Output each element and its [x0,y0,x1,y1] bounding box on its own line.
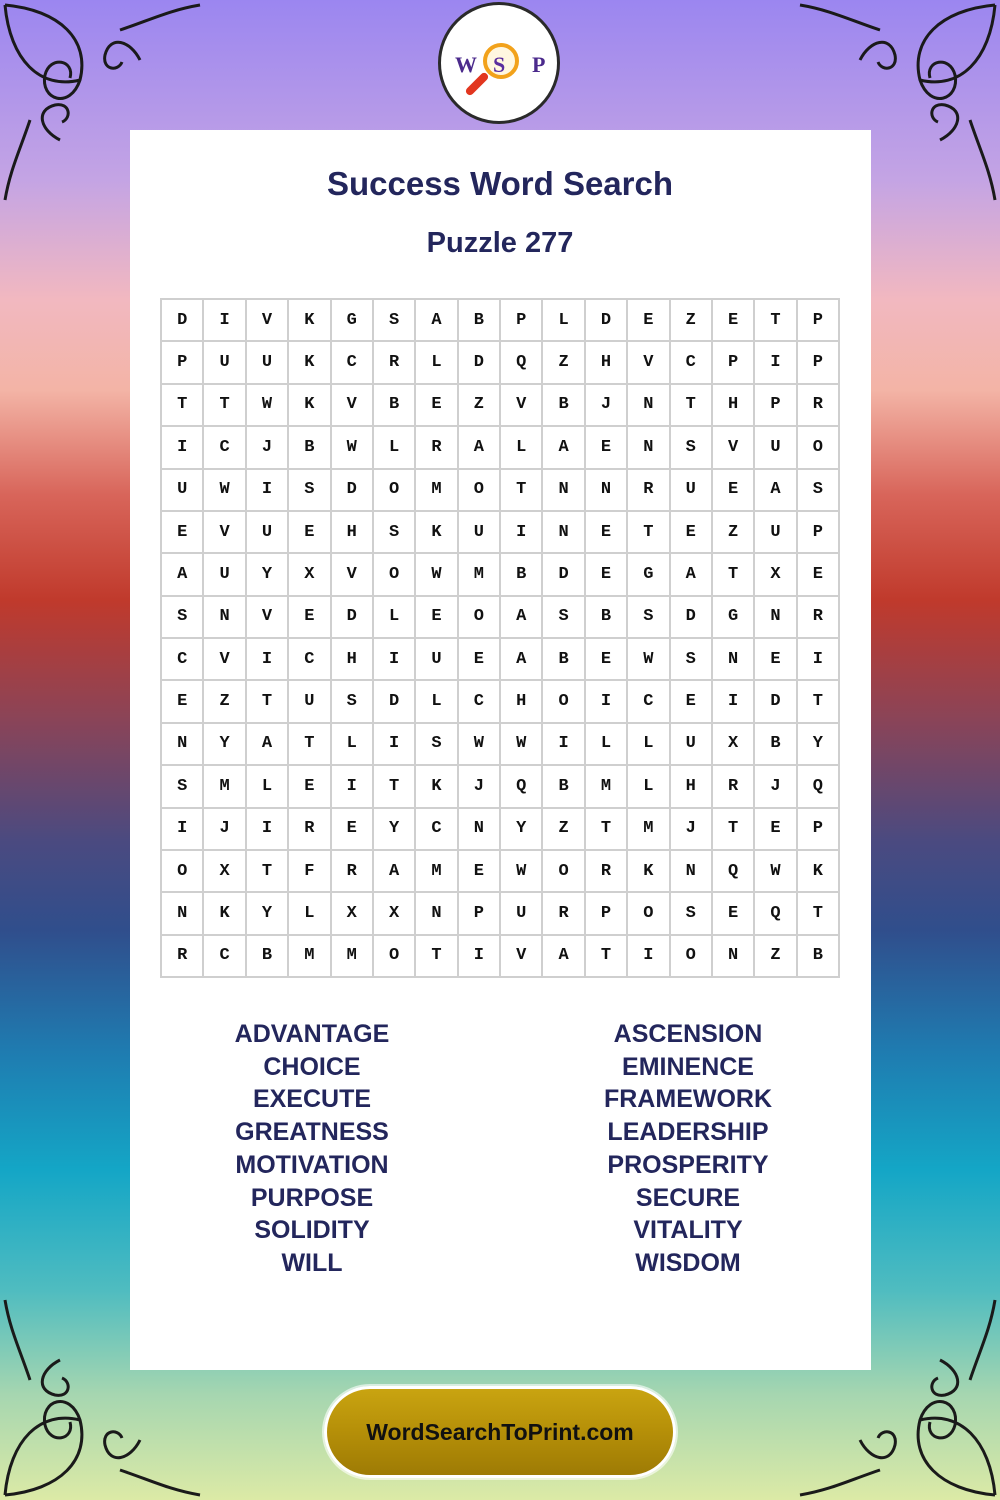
grid-cell: K [203,892,245,934]
grid-cell: T [161,384,203,426]
grid-cell: J [585,384,627,426]
grid-cell: B [797,935,839,977]
grid-cell: W [627,638,669,680]
grid-cell: Q [500,341,542,383]
site-badge[interactable] [324,1386,676,1478]
grid-cell: E [754,808,796,850]
grid-cell: C [161,638,203,680]
grid-cell: T [797,680,839,722]
grid-cell: R [712,765,754,807]
grid-cell: J [670,808,712,850]
grid-cell: R [161,935,203,977]
grid-cell: M [627,808,669,850]
grid-cell: K [627,850,669,892]
grid-cell: C [670,341,712,383]
site-url[interactable]: WordSearchToPrint.com [366,1418,634,1445]
grid-cell: R [627,469,669,511]
grid-cell: M [331,935,373,977]
grid-cell: T [203,384,245,426]
grid-cell: I [246,638,288,680]
grid-cell: M [458,553,500,595]
grid-cell: G [331,299,373,341]
grid-cell: L [500,426,542,468]
grid-cell: J [458,765,500,807]
grid-cell: T [712,553,754,595]
grid-cell: Z [754,935,796,977]
grid-cell: P [797,808,839,850]
grid-cell: T [373,765,415,807]
grid-cell: N [458,808,500,850]
grid-cell: D [585,299,627,341]
grid-cell: L [246,765,288,807]
grid-cell: T [585,808,627,850]
grid-cell: A [542,935,584,977]
grid-cell: L [542,299,584,341]
grid-cell: E [670,511,712,553]
grid-cell: P [797,299,839,341]
grid-cell: I [161,808,203,850]
grid-cell: O [373,469,415,511]
grid-cell: U [288,680,330,722]
puzzle-number: Puzzle 277 [426,227,574,259]
grid-cell: W [754,850,796,892]
grid-cell: A [246,723,288,765]
grid-cell: R [585,850,627,892]
grid-cell: N [627,426,669,468]
grid-cell: U [458,511,500,553]
grid-cell: P [161,341,203,383]
word-list-item: PURPOSE [250,1183,374,1212]
grid-cell: H [500,680,542,722]
grid-cell: M [288,935,330,977]
grid-cell: L [627,765,669,807]
grid-cell: E [797,553,839,595]
grid-cell: A [415,299,457,341]
grid-cell: R [797,384,839,426]
grid-cell: Y [373,808,415,850]
grid-cell: A [542,426,584,468]
grid-cell: R [373,341,415,383]
word-list-item: ASCENSION [613,1020,763,1048]
grid-cell: C [627,680,669,722]
grid-cell: D [373,680,415,722]
grid-cell: Z [458,384,500,426]
grid-cell: T [670,384,712,426]
grid-cell: E [415,384,457,426]
word-list-item: EXECUTE [252,1085,372,1114]
grid-cell: I [331,765,373,807]
grid-cell: E [712,299,754,341]
grid-cell: U [203,341,245,383]
grid-cell: J [754,765,796,807]
grid-cell: C [458,680,500,722]
grid-cell: L [585,723,627,765]
grid-cell: P [797,511,839,553]
grid-cell: K [415,511,457,553]
grid-cell: S [627,596,669,638]
grid-cell: W [246,384,288,426]
grid-cell: E [585,426,627,468]
grid-cell: A [373,850,415,892]
grid-cell: Y [246,553,288,595]
grid-cell: E [754,638,796,680]
grid-cell: N [712,638,754,680]
grid-cell: X [373,892,415,934]
grid-cell: W [500,723,542,765]
grid-cell: Z [542,808,584,850]
grid-cell: Z [203,680,245,722]
grid-cell: L [373,426,415,468]
grid-cell: S [161,596,203,638]
grid-cell: E [712,469,754,511]
grid-cell: Z [542,341,584,383]
grid-cell: O [627,892,669,934]
grid-cell: E [331,808,373,850]
grid-cell: U [670,469,712,511]
grid-cell: T [627,511,669,553]
grid-cell: Y [246,892,288,934]
grid-cell: N [203,596,245,638]
grid-cell: C [288,638,330,680]
grid-cell: S [288,469,330,511]
grid-cell: E [288,596,330,638]
grid-cell: V [246,299,288,341]
grid-cell: J [203,808,245,850]
grid-cell: N [670,850,712,892]
grid-cell: I [542,723,584,765]
grid-cell: S [670,892,712,934]
grid-cell: N [161,723,203,765]
grid-cell: K [288,341,330,383]
grid-cell: X [203,850,245,892]
grid-cell: N [754,596,796,638]
grid-cell: P [754,384,796,426]
grid-cell: G [627,553,669,595]
grid-cell: B [500,553,542,595]
grid-cell: P [500,299,542,341]
grid-cell: M [415,850,457,892]
grid-cell: J [246,426,288,468]
grid-cell: O [458,469,500,511]
grid-cell: Y [203,723,245,765]
grid-cell: G [712,596,754,638]
grid-cell: H [585,341,627,383]
grid-cell: K [797,850,839,892]
grid-cell: U [500,892,542,934]
grid-cell: E [585,638,627,680]
grid-cell: W [203,469,245,511]
grid-cell: T [246,850,288,892]
grid-cell: C [203,426,245,468]
grid-cell: E [288,765,330,807]
grid-cell: U [246,511,288,553]
grid-cell: B [288,426,330,468]
grid-cell: S [670,638,712,680]
logo-letter-s: S [493,52,506,77]
grid-cell: B [373,384,415,426]
wsp-logo [438,2,560,124]
grid-cell: T [500,469,542,511]
grid-cell: H [712,384,754,426]
grid-cell: U [670,723,712,765]
grid-cell: O [458,596,500,638]
grid-cell: L [331,723,373,765]
grid-cell: D [161,299,203,341]
grid-cell: Q [797,765,839,807]
grid-cell: C [331,341,373,383]
grid-cell: V [712,426,754,468]
grid-cell: A [754,469,796,511]
grid-cell: U [246,341,288,383]
grid-cell: D [331,469,373,511]
grid-cell: H [670,765,712,807]
grid-cell: K [288,299,330,341]
grid-cell: S [415,723,457,765]
word-list-item: WISDOM [635,1248,741,1277]
word-list-item: FRAMEWORK [603,1085,773,1114]
word-list-item: MOTIVATION [235,1150,389,1179]
word-list-item: WILL [281,1248,343,1277]
grid-cell: C [415,808,457,850]
grid-cell: U [161,469,203,511]
grid-cell: S [373,299,415,341]
grid-cell: N [542,469,584,511]
grid-cell: M [203,765,245,807]
grid-cell: D [331,596,373,638]
grid-cell: F [288,850,330,892]
grid-cell: A [670,553,712,595]
grid-cell: L [288,892,330,934]
grid-cell: W [500,850,542,892]
grid-cell: B [246,935,288,977]
grid-cell: M [415,469,457,511]
grid-cell: Z [670,299,712,341]
grid-cell: X [331,892,373,934]
grid-cell: B [542,765,584,807]
grid-cell: O [542,850,584,892]
grid-cell: A [161,553,203,595]
grid-cell: D [458,341,500,383]
grid-cell: B [585,596,627,638]
grid-cell: Z [712,511,754,553]
grid-cell: P [797,341,839,383]
grid-cell: E [458,850,500,892]
grid-cell: N [585,469,627,511]
logo-letter-p: P [532,52,546,77]
grid-cell: E [161,680,203,722]
grid-cell: V [203,638,245,680]
grid-cell: M [585,765,627,807]
grid-cell: T [288,723,330,765]
grid-cell: V [500,935,542,977]
grid-cell: D [670,596,712,638]
grid-cell: S [161,765,203,807]
word-list-item: SECURE [635,1183,741,1212]
grid-cell: X [288,553,330,595]
grid-cell: S [373,511,415,553]
grid-cell: W [415,553,457,595]
grid-cell: N [415,892,457,934]
grid-cell: W [458,723,500,765]
grid-cell: U [203,553,245,595]
grid-cell: S [542,596,584,638]
grid-cell: C [203,935,245,977]
grid-cell: I [161,426,203,468]
grid-cell: S [797,469,839,511]
grid-cell: L [627,723,669,765]
grid-cell: A [500,638,542,680]
grid-cell: H [331,638,373,680]
grid-cell: O [373,553,415,595]
grid-cell: E [288,511,330,553]
grid-cell: S [670,426,712,468]
grid-cell: R [331,850,373,892]
grid-cell: N [161,892,203,934]
grid-cell: I [246,808,288,850]
grid-cell: O [161,850,203,892]
grid-cell: B [542,384,584,426]
grid-cell: I [203,299,245,341]
grid-cell: V [246,596,288,638]
grid-cell: E [161,511,203,553]
grid-cell: E [627,299,669,341]
grid-cell: T [712,808,754,850]
grid-cell: B [542,638,584,680]
grid-cell: E [670,680,712,722]
grid-cell: T [585,935,627,977]
grid-cell: Q [500,765,542,807]
grid-cell: U [754,426,796,468]
word-list-item: VITALITY [633,1216,743,1245]
word-list-item: CHOICE [263,1052,361,1081]
grid-cell: E [458,638,500,680]
grid-cell: S [331,680,373,722]
grid-cell: I [585,680,627,722]
grid-cell: T [797,892,839,934]
grid-cell: A [458,426,500,468]
word-list-item: ADVANTAGE [234,1020,390,1048]
grid-cell: P [712,341,754,383]
grid-cell: R [797,596,839,638]
grid-cell: I [500,511,542,553]
grid-cell: I [246,469,288,511]
grid-cell: T [246,680,288,722]
grid-cell: T [754,299,796,341]
word-list-item: EMINENCE [622,1052,754,1081]
grid-cell: L [415,680,457,722]
grid-cell: I [373,723,415,765]
grid-cell: H [331,511,373,553]
grid-cell: B [458,299,500,341]
grid-cell: V [500,384,542,426]
grid-cell: X [754,553,796,595]
grid-cell: V [331,384,373,426]
grid-cell: E [585,553,627,595]
grid-cell: E [415,596,457,638]
grid-cell: O [373,935,415,977]
word-list-item: LEADERSHIP [607,1118,769,1147]
grid-cell: I [458,935,500,977]
grid-cell: R [415,426,457,468]
grid-cell: E [585,511,627,553]
grid-cell: W [331,426,373,468]
grid-cell: U [415,638,457,680]
grid-cell: I [712,680,754,722]
word-list-right [538,1018,838,1280]
grid-cell: N [712,935,754,977]
grid-cell: V [331,553,373,595]
grid-cell: O [542,680,584,722]
grid-cell: I [797,638,839,680]
grid-cell: L [373,596,415,638]
grid-cell: R [542,892,584,934]
grid-cell: I [754,341,796,383]
grid-cell: I [627,935,669,977]
grid-cell: R [288,808,330,850]
grid-cell: D [754,680,796,722]
grid-cell: K [415,765,457,807]
grid-cell: V [627,341,669,383]
logo-letter-w: W [455,52,477,77]
grid-cell: Y [500,808,542,850]
word-list-item: PROSPERITY [607,1150,769,1179]
word-list-item: GREATNESS [235,1118,389,1147]
grid-cell: O [797,426,839,468]
grid-cell: P [458,892,500,934]
grid-cell: V [203,511,245,553]
grid-cell: N [542,511,584,553]
grid-cell: N [627,384,669,426]
grid-cell: U [754,511,796,553]
grid-cell: E [712,892,754,934]
grid-cell: Y [797,723,839,765]
grid-cell: X [712,723,754,765]
grid-cell: I [373,638,415,680]
grid-cell: Q [712,850,754,892]
word-list-item: SOLIDITY [254,1216,370,1245]
grid-cell: D [542,553,584,595]
grid-cell: L [415,341,457,383]
word-list-left [162,1018,462,1280]
grid-cell: T [415,935,457,977]
grid-cell: K [288,384,330,426]
letter-grid [160,298,840,978]
grid-cell: P [585,892,627,934]
grid-cell: A [500,596,542,638]
grid-cell: Q [754,892,796,934]
page-title: Success Word Search [326,165,674,202]
grid-cell: B [754,723,796,765]
grid-cell: O [670,935,712,977]
